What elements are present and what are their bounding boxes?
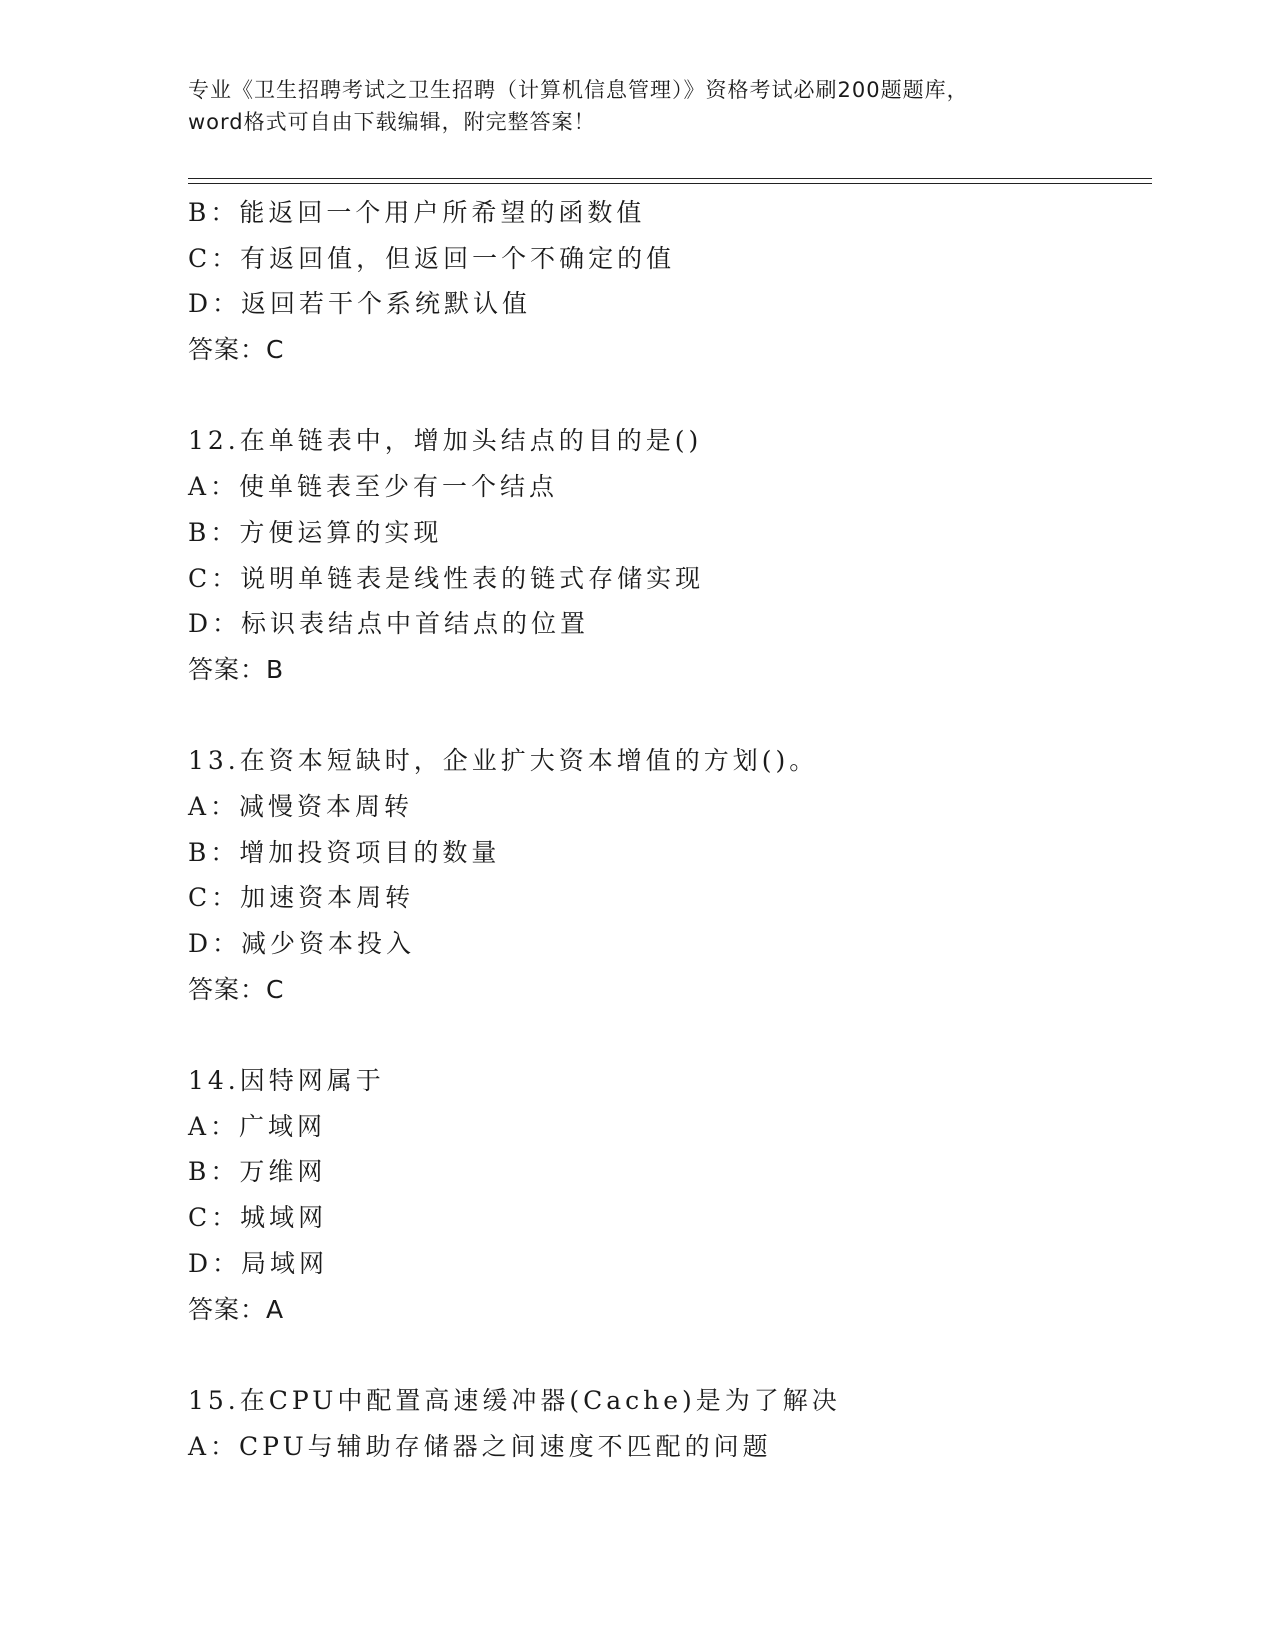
question-14 bbox=[188, 1058, 1148, 1332]
question-text: 13.在资本短缺时，企业扩大资本增值的方划()。 bbox=[188, 746, 819, 776]
option-d: D：局域网 bbox=[188, 1248, 329, 1278]
question-list bbox=[188, 190, 1148, 1469]
question-text: 15.在CPU中配置高速缓冲器(Cache)是为了解决 bbox=[188, 1385, 841, 1415]
question-11-tail bbox=[188, 190, 1148, 373]
answer: 答案：C bbox=[188, 974, 285, 1004]
document-header bbox=[188, 74, 1088, 138]
question-15 bbox=[188, 1378, 1148, 1469]
option-b: B：增加投资项目的数量 bbox=[188, 837, 501, 867]
option-d: D：返回若干个系统默认值 bbox=[188, 289, 532, 319]
option-c: C：城域网 bbox=[188, 1203, 328, 1233]
option-b: B：万维网 bbox=[188, 1157, 327, 1187]
option-b: B：能返回一个用户所希望的函数值 bbox=[188, 198, 646, 227]
option-c: C：有返回值，但返回一个不确定的值 bbox=[188, 243, 676, 273]
option-c: C：说明单链表是线性表的链式存储实现 bbox=[188, 563, 705, 593]
option-a: A：使单链表至少有一个结点 bbox=[188, 472, 559, 502]
option-a: A：减慢资本周转 bbox=[188, 791, 414, 821]
question-12 bbox=[188, 418, 1148, 692]
option-b: B：方便运算的实现 bbox=[188, 517, 443, 547]
option-d: D：减少资本投入 bbox=[188, 929, 416, 958]
option-a: A：CPU与辅助存储器之间速度不匹配的问题 bbox=[188, 1431, 772, 1461]
option-d: D：标识表结点中首结点的位置 bbox=[188, 609, 590, 639]
answer: 答案：C bbox=[188, 335, 285, 365]
header-line-1: 专业《卫生招聘考试之卫生招聘（计算机信息管理）》资格考试必刷200题题库， bbox=[188, 78, 969, 102]
header-line-2: word格式可自由下载编辑，附完整答案！ bbox=[188, 110, 596, 134]
option-c: C：加速资本周转 bbox=[188, 883, 415, 913]
question-text: 14.因特网属于 bbox=[188, 1066, 385, 1096]
option-a: A：广域网 bbox=[188, 1111, 327, 1141]
question-text: 12.在单链表中，增加头结点的目的是() bbox=[188, 426, 703, 456]
answer: 答案：A bbox=[188, 1294, 285, 1324]
answer: 答案：B bbox=[188, 654, 285, 684]
header-divider bbox=[188, 178, 1152, 184]
question-13 bbox=[188, 738, 1148, 1012]
